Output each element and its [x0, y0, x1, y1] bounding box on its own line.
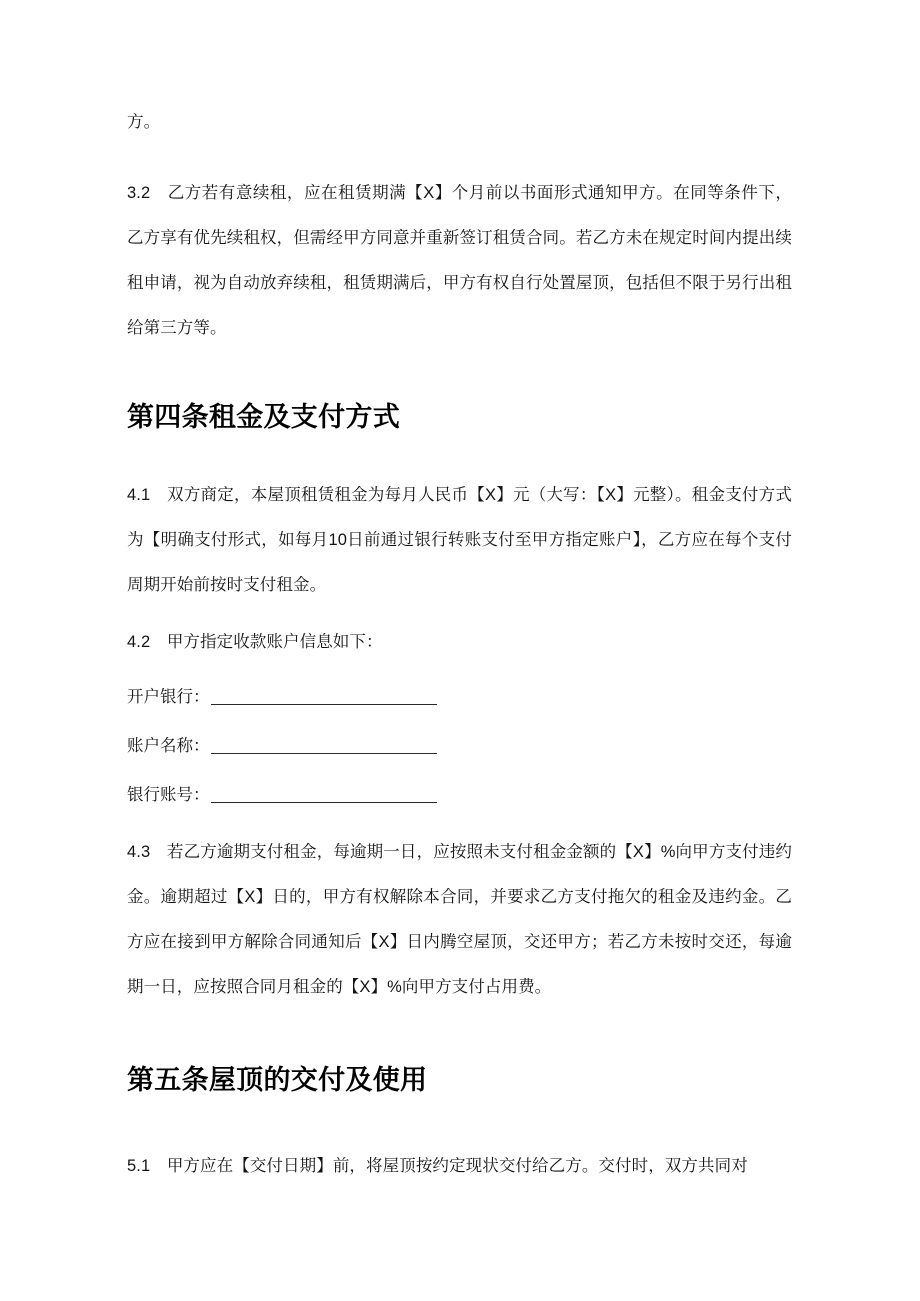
- heading-5-block: [127, 1010, 792, 1144]
- bank-name-blank[interactable]: [211, 686, 437, 705]
- account-name-label: 账户名称：: [127, 737, 210, 755]
- clause-4-3-paragraph: 4.3 若乙方逾期支付租金，每逾期一日，应按照未支付租金金额的【X】%向甲方支付违约金。逾期超过【X】日的，甲方有权解除本合同，并要求乙方支付拖欠的租金及违约金。乙方应在接到甲方解除合同通知后【X】日内腾空屋顶，交还甲方；若乙方未按时交还，每逾期一日，应按照合同月租金的【X】%向甲方支付占用费。: [127, 843, 792, 996]
- account-fields: [127, 665, 792, 818]
- field-row: [127, 773, 792, 818]
- clause-4-1-paragraph: 4.1 双方商定，本屋顶租赁租金为每月人民币【X】元（大写：【X】元整）。租金支付方式为【明确支付形式，如每月10日前通过银行转账支付至甲方指定账户】，乙方应在每个支付周期开始前按时支付租金。: [127, 486, 792, 594]
- continued-paragraph: 方。: [127, 113, 161, 131]
- bank-name-label: 开户银行：: [127, 688, 210, 706]
- account-name-blank[interactable]: [211, 735, 437, 754]
- clause-4-2-paragraph: 4.2 甲方指定收款账户信息如下：: [127, 633, 383, 651]
- heading-4-block: [127, 351, 792, 473]
- field-row: [127, 724, 792, 769]
- spacer: [127, 608, 792, 620]
- spacer: [127, 145, 792, 171]
- account-number-label: 银行账号：: [127, 786, 210, 804]
- clause-5-1-paragraph: 5.1 甲方应在【交付日期】前，将屋顶按约定现状交付给乙方。交付时，双方共同对: [127, 1157, 748, 1175]
- field-row: [127, 675, 792, 720]
- section-heading-5: 第五条屋顶的交付及使用: [127, 1065, 428, 1095]
- section-heading-4: 第四条租金及支付方式: [127, 402, 400, 432]
- account-number-blank[interactable]: [211, 784, 437, 803]
- clause-3-2-paragraph: 3.2 乙方若有意续租，应在租赁期满【X】个月前以书面形式通知甲方。在同等条件下，乙方享有优先续租权，但需经甲方同意并重新签订租赁合同。若乙方未在规定时间内提出续租申请，视为自动放弃续租，租赁期满后，甲方有权自行处置屋顶，包括但不限于另行出租给第三方等。: [127, 184, 792, 337]
- spacer: [127, 818, 792, 830]
